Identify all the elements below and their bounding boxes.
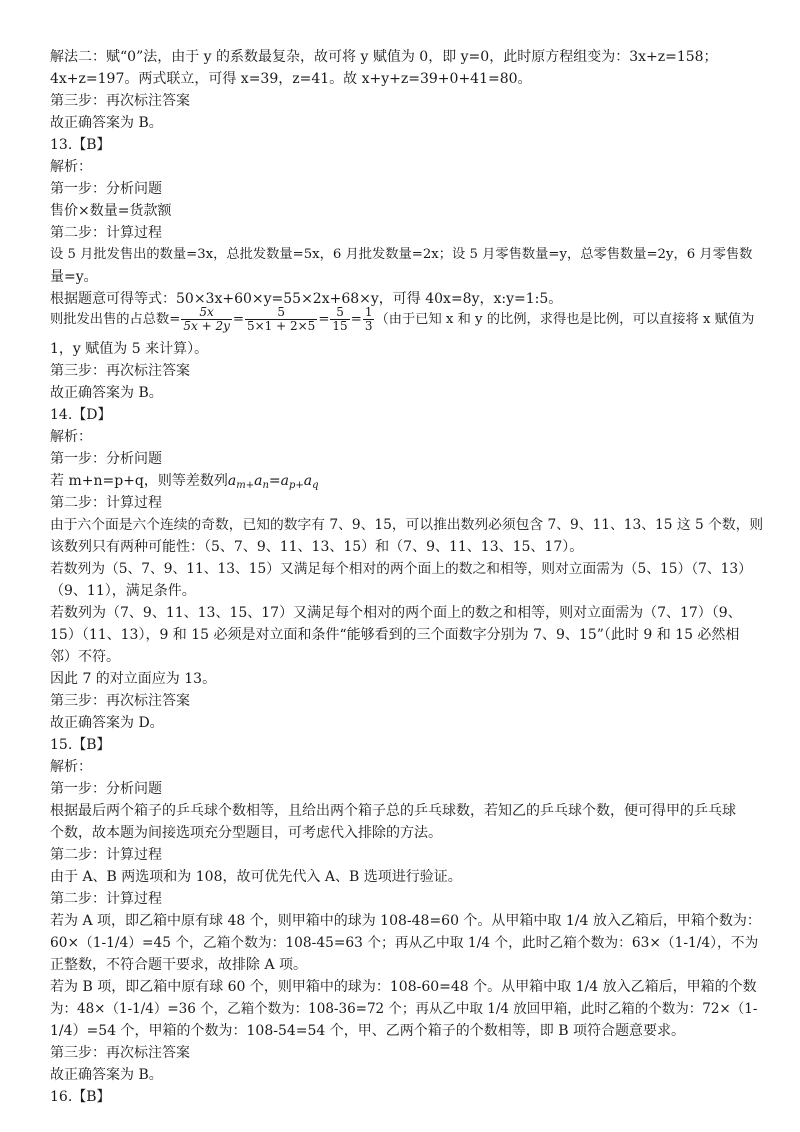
question-number: 14.【D】 xyxy=(50,407,112,423)
text-line: 若数列为（5、7、9、11、13、15）又满足每个相对的两个面上的数之和相等，则对立面需为（5、15）（7、13） xyxy=(50,561,752,577)
text-line: 若数列为（7、9、11、13、15、17）又满足每个相对的两个面上的数之和相等，则对立面需为（7、17）（9、 xyxy=(50,605,742,621)
text-line: 邻）不符。 xyxy=(50,649,120,665)
step-heading: 第一步：分析问题 xyxy=(50,451,162,467)
text-line: 若为 B 项，即乙箱中原有球 60 个，则甲箱中的球为：108-60=48 个。从甲箱中取 1/4 放入乙箱后，甲箱的个数 xyxy=(50,979,757,995)
formula-prefix: 则批发出售的占总数= xyxy=(50,312,181,327)
fraction: $\frac{5}{5\times 1 + 2\times 5}$ xyxy=(246,305,316,333)
answer-line: 故正确答案为 B。 xyxy=(50,1067,163,1083)
text-line: 量=y。 xyxy=(50,269,98,285)
step-heading: 第三步：再次标注答案 xyxy=(50,693,190,709)
text-line: 若为 A 项，即乙箱中原有球 48 个，则甲箱中的球为 108-48=60 个。从甲箱中取 1/4 放入乙箱后，甲箱个数为： xyxy=(50,913,761,929)
text-line: 售价×数量=货款额 xyxy=(50,203,172,219)
fraction: $\frac{1}{3}$ xyxy=(364,305,373,333)
formula-suffix: （由于已知 x 和 y 的比例，求得也是比例，可以直接将 x 赋值为 xyxy=(375,312,755,327)
answer-line: 故正确答案为 B。 xyxy=(50,115,163,131)
text-line: 15）（11、13），9 和 15 必须是对立面和条件“能够看到的三个面数字分别为 7、9、15”（此时 9 和 15 必然相 xyxy=(50,627,740,643)
text-line: 1/4）=54 个，甲箱的个数为：108-54=54 个，甲、乙两个箱子的个数相等，即 B 项符合题意要求。 xyxy=(50,1023,685,1039)
text-line: 为：48×（1-1/4）=36 个，乙箱个数为：108-36=72 个；再从乙中取 1/4 放回甲箱，此时乙箱的个数为：72×（1- xyxy=(50,1001,758,1017)
step-heading: 第二步：计算过程 xyxy=(50,891,162,907)
answer-line: 故正确答案为 B。 xyxy=(50,385,163,401)
text-line: （9、11），满足条件。 xyxy=(50,583,196,599)
text-line: 正整数，不符合题干要求，故排除 A 项。 xyxy=(50,957,308,973)
text-line: 根据最后两个箱子的乒乓球个数相等，且给出两个箱子总的乒乓球数，若知乙的乒乓球个数，便可得甲的乒乓球 xyxy=(50,803,736,819)
formula-line: 则批发出售的占总数= $\frac{5x}{5x + 2y}$ = $\frac{5}{5\times 1 + 2\times 5}$ = $\frac{5}{15}$ = $\frac{1}{3}$ （由于已知 x 和 y 的比例，求得也是比例，可以直接将 x 赋值为 xyxy=(50,305,755,333)
question-number: 15.【B】 xyxy=(50,737,111,753)
question-number: 13.【B】 xyxy=(50,137,111,153)
text-line: 解法二：赋“0”法，由于 y 的系数最复杂，故可将 y 赋值为 0，即 y=0，此时原方程组变为：3x+z=158； xyxy=(50,49,718,65)
text-line: 60×（1-1/4）=45 个，乙箱个数为：108-45=63 个；再从乙中取 1/4 个，此时乙箱个数为：63×（1-1/4），不为 xyxy=(50,935,759,951)
text-line: 个数，故本题为间接选项充分型题目，可考虑代入排除的方法。 xyxy=(50,825,442,841)
text-line: 根据题意可得等式：50×3x+60×y=55×2x+68×y，可得 40x=8y，x:y=1:5。 xyxy=(50,291,563,307)
step-heading: 第三步：再次标注答案 xyxy=(50,93,190,109)
formula-line: 若 m+n=p+q，则等差数列$a_{m+}a_n=a_{p+}a_q$ xyxy=(50,473,319,491)
step-heading: 第一步：分析问题 xyxy=(50,781,162,797)
text-line: 因此 7 的对立面应为 13。 xyxy=(50,671,217,687)
text-line: 1，y 赋值为 5 来计算）。 xyxy=(50,341,209,357)
step-heading: 第一步：分析问题 xyxy=(50,181,162,197)
fraction: $\frac{5x}{5x + 2y}$ xyxy=(183,305,230,333)
analysis-label: 解析： xyxy=(50,159,92,175)
text-line: 由于六个面是六个连续的奇数，已知的数字有 7、9、15，可以推出数列必须包含 7、9、11、13、15 这 5 个数，则 xyxy=(50,517,764,533)
analysis-label: 解析： xyxy=(50,759,92,775)
text-line: 设 5 月批发售出的数量=3x，总批发数量=5x，6 月批发数量=2x；设 5 月零售数量=y，总零售数量=2y，6 月零售数 xyxy=(50,247,753,262)
step-heading: 第三步：再次标注答案 xyxy=(50,363,190,379)
question-number: 16.【B】 xyxy=(50,1089,111,1105)
text-line: 该数列只有两种可能性：（5、7、9、11、13、15）和（7、9、11、13、15、17）。 xyxy=(50,539,584,555)
step-heading: 第二步：计算过程 xyxy=(50,495,162,511)
text-line: 4x+z=197。两式联立，可得 x=39，z=41。故 x+y+z=39+0+41=80。 xyxy=(50,71,532,87)
step-heading: 第二步：计算过程 xyxy=(50,847,162,863)
answer-line: 故正确答案为 D。 xyxy=(50,715,164,731)
text-line: 由于 A、B 两选项和为 108，故可优先代入 A、B 选项进行验证。 xyxy=(50,869,462,885)
fraction: $\frac{5}{15}$ xyxy=(332,305,348,333)
step-heading: 第二步：计算过程 xyxy=(50,225,162,241)
step-heading: 第三步：再次标注答案 xyxy=(50,1045,190,1061)
analysis-label: 解析： xyxy=(50,429,92,445)
